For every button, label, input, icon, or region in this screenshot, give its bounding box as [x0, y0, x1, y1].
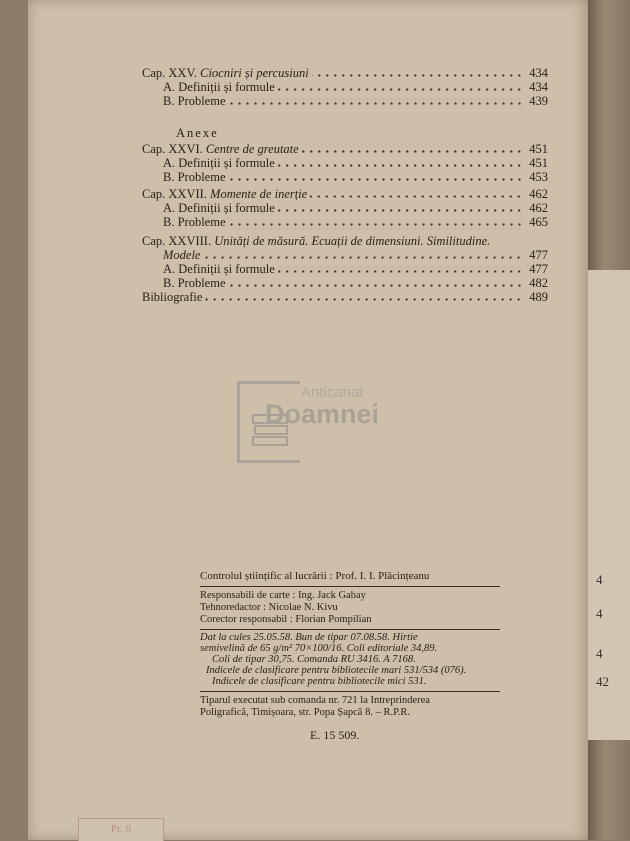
- leader-dots: [310, 195, 523, 198]
- toc-page-number: 482: [529, 276, 548, 290]
- toc-row: [142, 262, 548, 276]
- leader-dots: [205, 298, 523, 301]
- divider: [200, 691, 500, 692]
- print-details: Indicele de clasificare pentru bibliotecile mici 531.: [212, 676, 427, 687]
- adjacent-page-number: 4: [596, 572, 603, 587]
- toc-row: [142, 234, 548, 248]
- toc-page-number: 462: [529, 201, 548, 215]
- toc-row: [142, 80, 548, 94]
- proofreader: Corector responsabil : Florian Pompilian: [200, 614, 372, 625]
- toc-section-label: A. Definiții și formule: [163, 201, 275, 215]
- toc-page-number: 462: [529, 187, 548, 201]
- scientific-control: Controlul științific al lucrării : Prof. I. I. Plăcințeanu: [200, 570, 430, 582]
- toc-section-label: A. Definiții și formule: [163, 80, 275, 94]
- watermark-top-text: Anticariat: [301, 384, 364, 401]
- divider: [200, 586, 500, 587]
- toc-row: [142, 290, 548, 304]
- toc-page-number: 434: [529, 66, 548, 80]
- toc-chapter-title: Centre de greutate: [205, 142, 299, 156]
- toc-row: [142, 170, 548, 184]
- leader-dots: [229, 223, 524, 226]
- print-details: Coli de tipar 30,75. Comanda RU 3416. A 7168.: [212, 654, 416, 665]
- print-details: semivelină de 65 g/m² 70×100/16. Coli editoriale 34,89.: [200, 643, 438, 654]
- toc-page-number: 451: [529, 142, 548, 156]
- adjacent-page-number: 4: [596, 646, 603, 661]
- leader-dots: [312, 74, 523, 77]
- toc-page-number: 451: [529, 156, 548, 170]
- toc-section-label: A. Definiții și formule: [163, 156, 275, 170]
- toc-bibliography-label: Bibliografie: [142, 290, 203, 304]
- watermark-main-text: Doamnei: [265, 399, 380, 429]
- toc-chapter-label: Cap. XXVIII.: [142, 234, 215, 248]
- print-details: Dat la cules 25.05.58. Bun de tipar 07.08.58. Hirtie: [200, 632, 418, 643]
- toc-page-number: 477: [529, 248, 548, 262]
- leader-dots: [278, 209, 523, 212]
- toc-row: [142, 201, 548, 215]
- toc-chapter-title: Momente de inerție: [210, 187, 308, 201]
- leader-dots: [302, 150, 523, 153]
- toc-page-number: 434: [529, 80, 548, 94]
- printer-info: Poligrafică, Timișoara, str. Popa Șapcă 8. – R.P.R.: [200, 707, 410, 718]
- watermark-logo: [237, 381, 397, 459]
- leader-dots: [229, 284, 524, 287]
- leader-dots: [278, 270, 523, 273]
- toc-row: [142, 215, 548, 229]
- toc-row: [142, 187, 548, 201]
- toc-chapter-title: Modele: [163, 248, 201, 262]
- toc-section-label: B. Probleme: [163, 170, 226, 184]
- toc-row: [142, 248, 548, 262]
- toc-row: [142, 66, 548, 80]
- leader-dots: [229, 102, 524, 105]
- toc-section-label: B. Probleme: [163, 276, 226, 290]
- adjacent-page-number: 42: [596, 674, 609, 689]
- toc-row: [142, 276, 548, 290]
- print-details: Indicele de clasificare pentru bibliotecile mari 531/534 (076).: [206, 665, 467, 676]
- toc-chapter-title: Ciocniri și percusiuni: [200, 66, 309, 80]
- technical-editor: Tehnoredactor : Nicolae N. Kivu: [200, 602, 338, 613]
- adjacent-page-number: 4: [596, 606, 603, 621]
- leader-dots: [203, 256, 523, 259]
- leader-dots: [278, 164, 523, 167]
- leader-dots: [229, 178, 524, 181]
- toc-section-label: A. Definiții și formule: [163, 262, 275, 276]
- bottom-tab: Pr. 6: [78, 818, 164, 841]
- printer-info: Tiparul executat sub comanda nr. 721 la Intreprinderea: [200, 695, 430, 706]
- toc-page-number: 453: [529, 170, 548, 184]
- divider: [200, 629, 500, 630]
- toc-row: [142, 156, 548, 170]
- leader-dots: [278, 88, 523, 91]
- responsible-editor: Responsabili de carte : Ing. Jack Gabay: [200, 590, 366, 601]
- toc-row: [142, 142, 548, 156]
- toc-chapter-label: Cap. XXVI.: [142, 142, 206, 156]
- toc-row: [142, 94, 548, 108]
- toc-page-number: 465: [529, 215, 548, 229]
- edition-code: E. 15 509.: [310, 728, 360, 742]
- toc-section-label: B. Probleme: [163, 94, 226, 108]
- annex-heading: Anexe: [176, 126, 219, 140]
- toc-section-label: B. Probleme: [163, 215, 226, 229]
- toc-chapter-label: Cap. XXVII.: [142, 187, 211, 201]
- toc-page-number: 489: [529, 290, 548, 304]
- toc-page-number: 477: [529, 262, 548, 276]
- toc-chapter-label: Cap. XXV.: [142, 66, 201, 80]
- toc-chapter-title: Unități de măsură. Ecuații de dimensiuni. Similitudine.: [214, 234, 491, 248]
- toc-page-number: 439: [529, 94, 548, 108]
